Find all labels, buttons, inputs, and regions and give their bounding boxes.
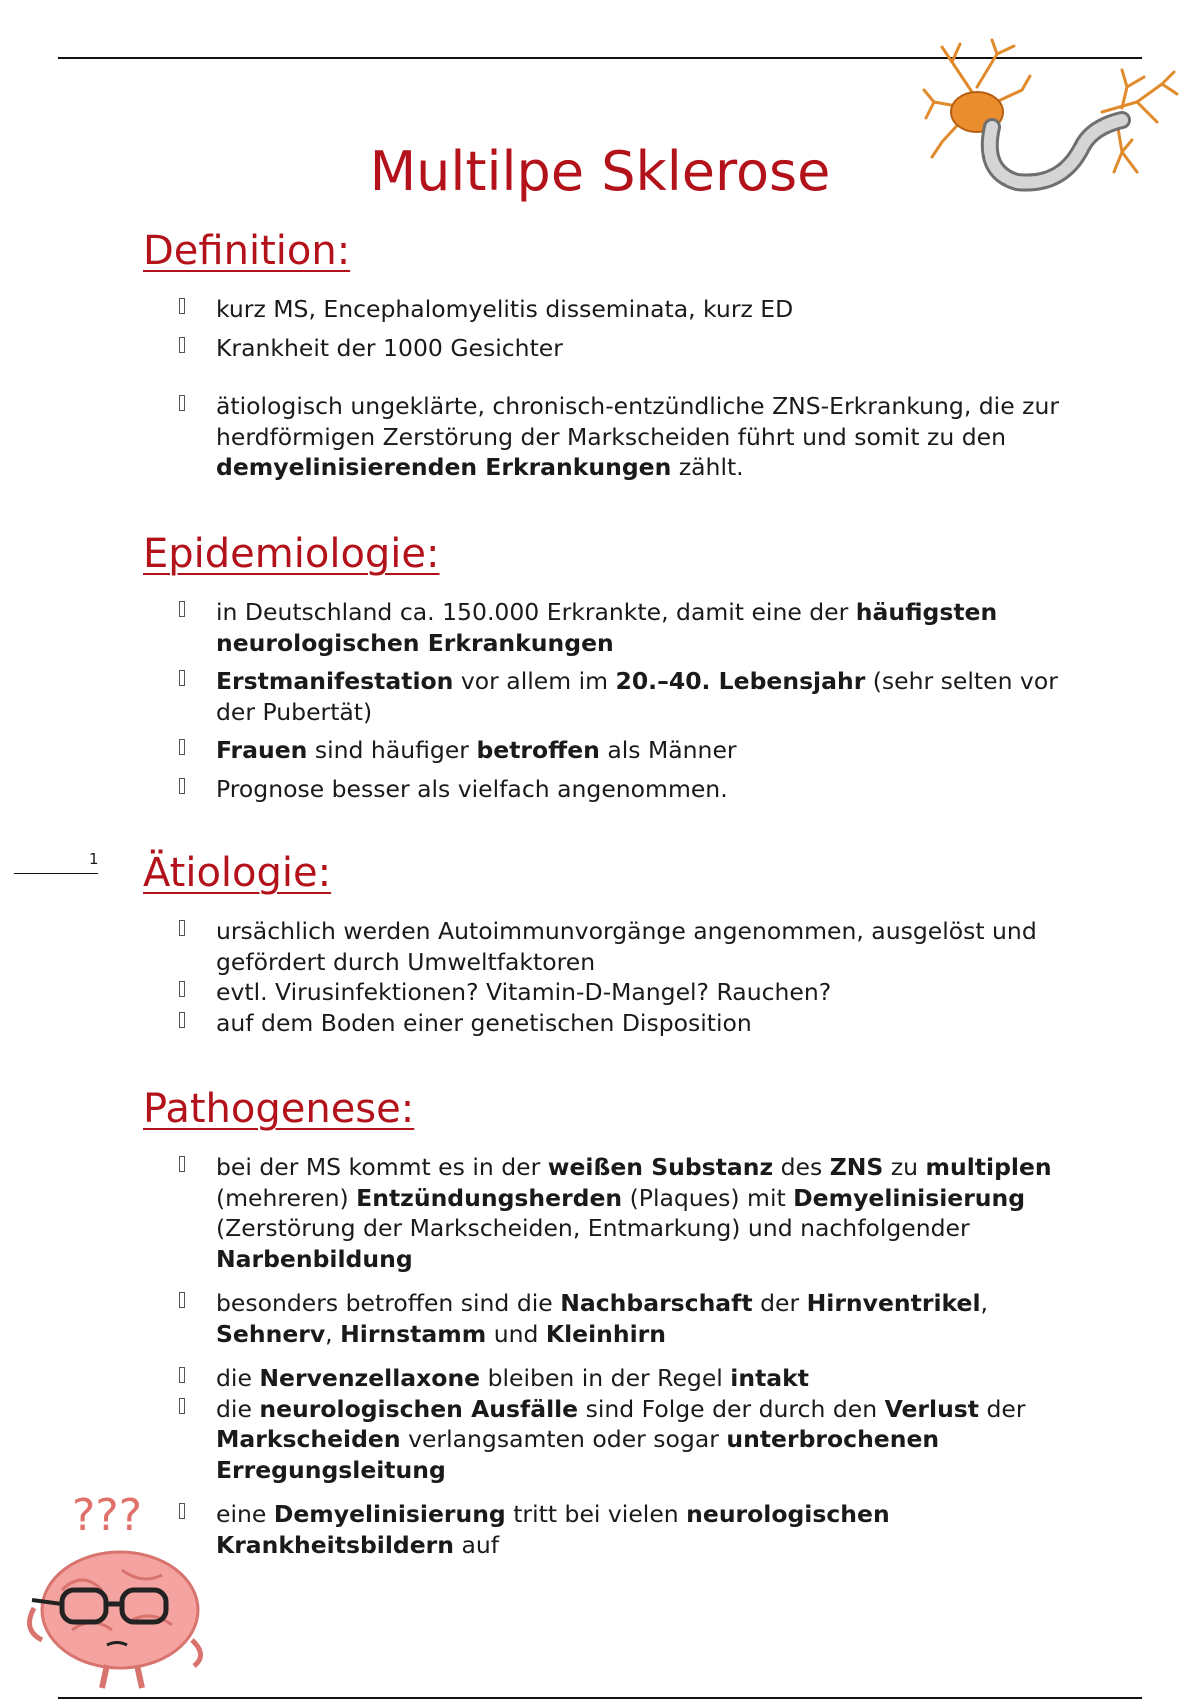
text-run: auf dem Boden einer genetischen Disposition bbox=[216, 1008, 752, 1037]
text-run: bei der MS kommt es in der bbox=[216, 1153, 548, 1181]
text-run: auf bbox=[453, 1530, 500, 1559]
text-run: Krankheit der 1000 Gesichter bbox=[216, 333, 563, 362]
list-item bbox=[143, 977, 1073, 1008]
list-item bbox=[143, 294, 1073, 325]
list-item bbox=[143, 1363, 1073, 1394]
section-heading: Pathogenese: bbox=[143, 1086, 415, 1132]
section-heading: Definition: bbox=[143, 228, 351, 274]
bullet-icon bbox=[179, 1156, 185, 1172]
bold-text: Demyelinisierung bbox=[273, 1500, 506, 1528]
bold-text: Hirnstamm bbox=[340, 1319, 487, 1348]
bold-text: Kleinhirn bbox=[545, 1319, 666, 1348]
text-run: ursächlich werden Autoimmunvorgänge angenommen, ausgelöst und gefördert durch Umweltfaktoren bbox=[216, 917, 1037, 976]
bullet-icon bbox=[179, 778, 185, 794]
bottom-rule bbox=[58, 1697, 1142, 1699]
bold-text: intakt bbox=[730, 1364, 810, 1392]
bullet-list bbox=[143, 294, 1073, 483]
bold-text: Erstmanifestation bbox=[216, 667, 454, 695]
text-run: (Zerstörung der Markscheiden, Entmarkung) und nachfolgender bbox=[216, 1214, 970, 1242]
section-definition bbox=[143, 228, 1073, 483]
bold-text: multiplen bbox=[925, 1153, 1052, 1181]
list-item bbox=[143, 1499, 1073, 1560]
text-run: der bbox=[752, 1289, 807, 1317]
text-run: in Deutschland ca. 150.000 Erkrankte, damit eine der bbox=[216, 598, 856, 626]
text-run: tritt bei vielen bbox=[505, 1500, 687, 1528]
text-run: bleiben in der Regel bbox=[480, 1364, 731, 1392]
page-title: Multilpe Sklerose bbox=[369, 140, 831, 203]
text-run: zählt. bbox=[671, 453, 744, 481]
brain-question-marks: ??? bbox=[72, 1490, 143, 1541]
bold-text: ZNS bbox=[829, 1153, 884, 1181]
text-run: vor allem im bbox=[453, 667, 616, 695]
list-item bbox=[143, 1152, 1073, 1274]
bullet-list bbox=[143, 1152, 1073, 1560]
section-epidemiologie bbox=[143, 531, 1073, 804]
bold-text: Verlust bbox=[884, 1394, 980, 1423]
section-heading: Ätiologie: bbox=[143, 850, 332, 896]
bullet-list bbox=[143, 916, 1073, 1038]
bold-text: Narbenbildung bbox=[216, 1244, 413, 1273]
list-item bbox=[143, 333, 1073, 364]
bullet-icon bbox=[179, 337, 185, 353]
text-run: (Plaques) mit bbox=[622, 1183, 794, 1212]
bold-text: Entzündungsherden bbox=[356, 1183, 623, 1212]
text-run: verlangsamten oder sogar bbox=[400, 1425, 727, 1453]
text-run: ätiologisch ungeklärte, chronisch-entzündliche ZNS-Erkrankung, die zur herdförmigen Zerstörung der Markscheiden führt und somit zu den bbox=[216, 392, 1060, 451]
text-run: (sehr selten vor der Pubertät) bbox=[216, 667, 1058, 726]
bold-text: Markscheiden bbox=[216, 1425, 401, 1453]
footnote-mark: 1 bbox=[89, 850, 99, 868]
text-run: , bbox=[325, 1319, 341, 1348]
bullet-icon bbox=[179, 1367, 185, 1383]
bullet-icon bbox=[179, 298, 185, 314]
bullet-icon bbox=[179, 739, 185, 755]
bold-text: Nervenzellaxone bbox=[259, 1364, 481, 1392]
bullet-icon bbox=[179, 1292, 185, 1308]
text-run: des bbox=[773, 1153, 830, 1181]
bullet-icon bbox=[179, 1012, 185, 1028]
text-run: als Männer bbox=[599, 736, 737, 764]
bold-text: betroffen bbox=[476, 736, 600, 764]
bold-text: neurologischen Krankheitsbildern bbox=[216, 1500, 890, 1559]
bold-text: weißen Substanz bbox=[547, 1153, 774, 1181]
list-item bbox=[143, 1288, 1073, 1349]
list-item bbox=[143, 774, 1073, 805]
section-aetiologie bbox=[143, 850, 1073, 1038]
bullet-icon bbox=[179, 601, 185, 617]
text-run: die bbox=[216, 1394, 260, 1423]
bold-text: unterbrochenen Erregungsleitung bbox=[216, 1425, 940, 1484]
list-item bbox=[143, 916, 1073, 977]
list-item bbox=[143, 666, 1073, 727]
list-item bbox=[143, 391, 1073, 483]
text-run: und bbox=[486, 1319, 546, 1348]
list-item bbox=[143, 735, 1073, 766]
text-run: , bbox=[980, 1289, 988, 1317]
bold-text: Frauen bbox=[216, 736, 308, 764]
bold-text: häufigsten neurologischen Erkrankungen bbox=[216, 598, 998, 657]
text-run: (mehreren) bbox=[216, 1183, 357, 1212]
text-run: kurz MS, Encephalomyelitis disseminata, kurz ED bbox=[216, 295, 794, 323]
section-heading: Epidemiologie: bbox=[143, 531, 440, 577]
bullet-icon bbox=[179, 395, 185, 411]
text-run: Prognose besser als vielfach angenommen. bbox=[216, 774, 728, 803]
text-run: sind Folge der durch den bbox=[578, 1394, 885, 1423]
text-run: besonders betroffen sind die bbox=[216, 1289, 561, 1317]
thinking-brain-illustration bbox=[12, 1490, 212, 1690]
text-run: zu bbox=[883, 1153, 926, 1181]
bold-text: Hirnventrikel bbox=[806, 1289, 981, 1317]
text-run: evtl. Virusinfektionen? Vitamin-D-Mangel? Rauchen? bbox=[216, 978, 832, 1006]
footnote-rule bbox=[14, 873, 98, 874]
text-run: sind häufiger bbox=[307, 736, 477, 764]
bold-text: neurologischen Ausfälle bbox=[259, 1394, 579, 1423]
bullet-icon bbox=[179, 670, 185, 686]
bullet-icon bbox=[179, 920, 185, 936]
text-run: die bbox=[216, 1364, 260, 1392]
bold-text: Sehnerv bbox=[216, 1319, 326, 1348]
text-run: der bbox=[979, 1394, 1026, 1423]
list-item bbox=[143, 1394, 1073, 1486]
bold-text: 20.–40. Lebensjahr bbox=[615, 667, 866, 695]
bullet-list bbox=[143, 597, 1073, 804]
bullet-icon bbox=[179, 1398, 185, 1414]
text-run: eine bbox=[216, 1500, 274, 1528]
bold-text: Nachbarschaft bbox=[560, 1289, 753, 1317]
list-item bbox=[143, 1008, 1073, 1039]
bold-text: Demyelinisierung bbox=[793, 1183, 1026, 1212]
bold-text: demyelinisierenden Erkrankungen bbox=[216, 453, 672, 481]
bullet-icon bbox=[179, 981, 185, 997]
section-pathogenese bbox=[143, 1086, 1073, 1560]
list-item bbox=[143, 597, 1073, 658]
